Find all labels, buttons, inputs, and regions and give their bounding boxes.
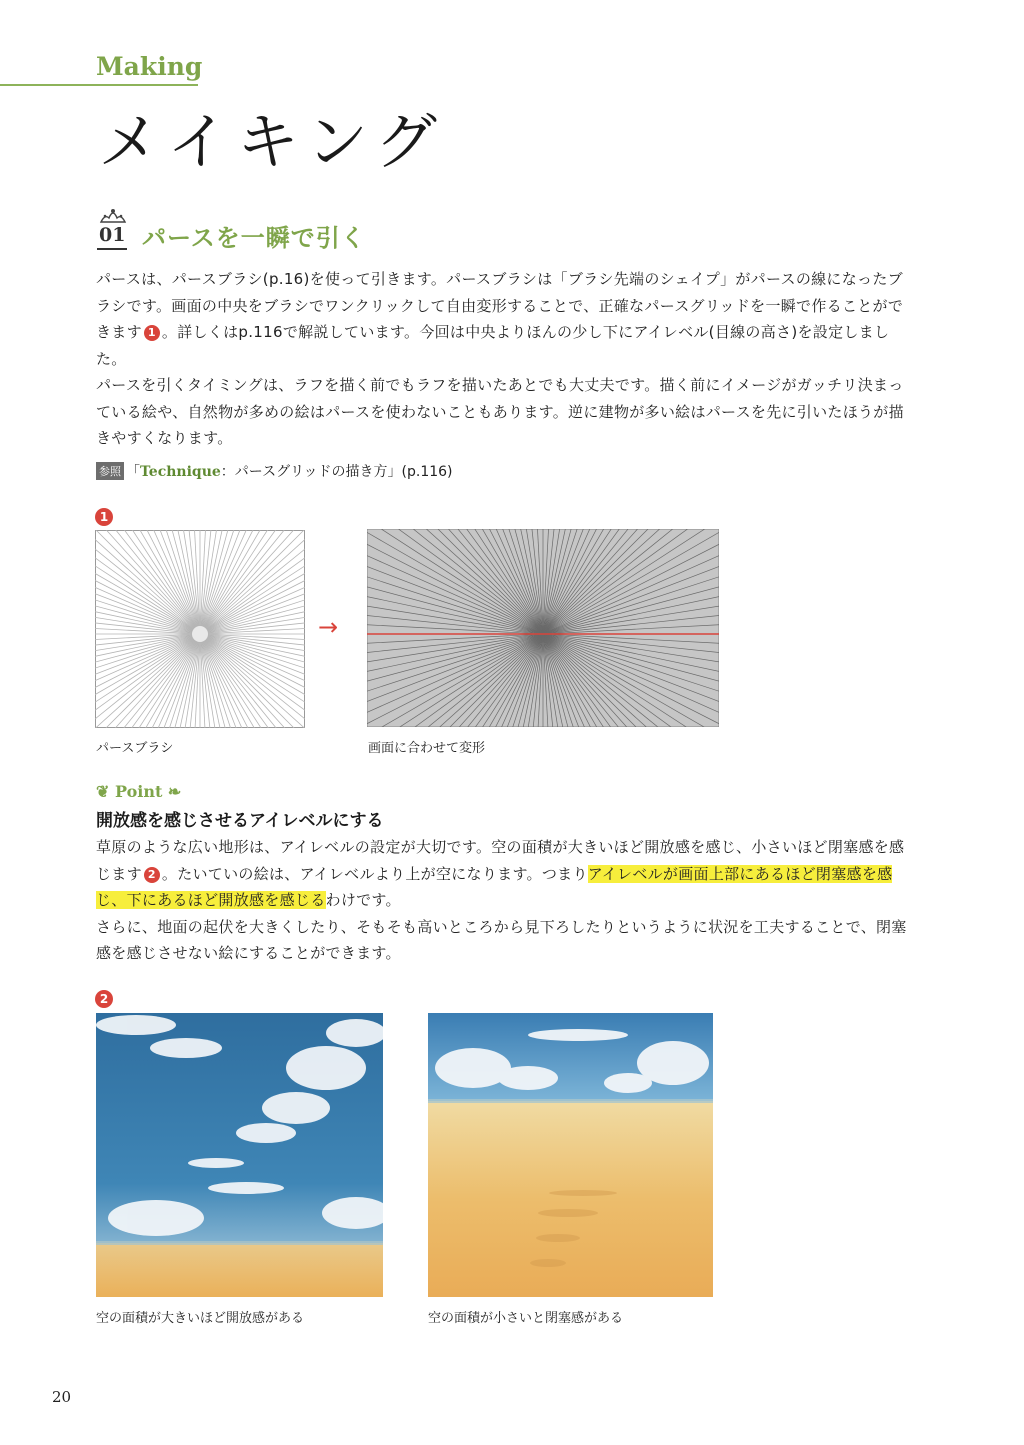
closed-sky-painting (428, 1013, 713, 1297)
figure-2-marker: 2 (95, 990, 113, 1008)
reference-open: 「 (126, 464, 140, 480)
transformed-perspective-figure (367, 529, 719, 727)
point-label (96, 782, 181, 801)
section-number: 01 (99, 224, 126, 246)
paragraph-1-a: パースは、パースブラシ(p.16)を使って引きます。パースブラシは「ブラシ先端のシェイプ」がパースの線になったブラシです。画面の中央をブラシでワンクリックして自由変形することで、正確なパースグリッドを一瞬で作ることができます (96, 270, 904, 341)
page-title: メイキング (98, 105, 445, 178)
paragraph-1-b: 。詳しくはp.116で解説しています。今回は中央よりほんの少し下にアイレベル(目線の高さ)を設定しました。 (96, 323, 890, 368)
point-text-a: 草原のような広い地形は、アイレベルの設定が大切です。空の面積が大きいほど開放感を感じ、小さいほど閉塞感を感じます (96, 838, 905, 883)
point-text-p2: さらに、地面の起伏を大きくしたり、そもそも高いところから見下ろしたりというように状況を工夫することで、閉塞感を感じさせない絵にすることができます。 (96, 917, 907, 962)
point-title: 開放感を感じさせるアイレベルにする (96, 811, 384, 831)
figure-2-right-caption: 空の面積が小さいと閉塞感がある (428, 1311, 624, 1326)
figure-2-left-caption: 空の面積が大きいほど開放感がある (96, 1311, 305, 1326)
crown-ornament-icon (97, 206, 129, 226)
section-label: Making (96, 52, 203, 81)
figure-1-right-caption: 画面に合わせて変形 (368, 741, 486, 756)
point-text-b: 。たいていの絵は、アイレベルより上が空になります。つまり (161, 864, 588, 883)
reference-badge: 参照 (96, 462, 124, 480)
reference-line (96, 461, 453, 481)
highlighted-text: アイレベルが画面上部にあるほど閉塞感を感じ、下にあるほど開放感を感じる (96, 864, 893, 909)
figure-1-marker: 1 (95, 508, 113, 526)
page-number: 20 (52, 1388, 72, 1406)
section-title: パースを一瞬で引く (142, 224, 366, 252)
point-label-text: Point (114, 782, 163, 801)
point-text-c: わけです。 (325, 891, 401, 909)
header-rule (0, 84, 198, 86)
flourish-left-icon: ❦ (96, 782, 115, 801)
marker-1-inline: 1 (144, 325, 160, 341)
figure-1-left-caption: パースブラシ (96, 741, 174, 756)
reference-rest: ：パースグリッドの描き方」(p.116) (220, 464, 453, 480)
perspective-brush-figure (95, 530, 305, 728)
reference-technique: Technique (140, 464, 221, 480)
flourish-right-icon: ❧ (162, 782, 182, 801)
point-paragraph (96, 834, 912, 967)
paragraph-1 (96, 266, 912, 372)
open-sky-painting (96, 1013, 383, 1297)
paragraph-2: パースを引くタイミングは、ラフを描く前でもラフを描いたあとでも大丈夫です。描く前にイメージがガッチリ決まっている絵や、自然物が多めの絵はパースを使わないこともあります。逆に建物が多い絵はパースを先に引いたほうが描きやすくなります。 (96, 376, 904, 447)
section-number-rule (97, 248, 127, 250)
arrow-right-icon: → (318, 613, 339, 641)
marker-2-inline: 2 (144, 867, 160, 883)
